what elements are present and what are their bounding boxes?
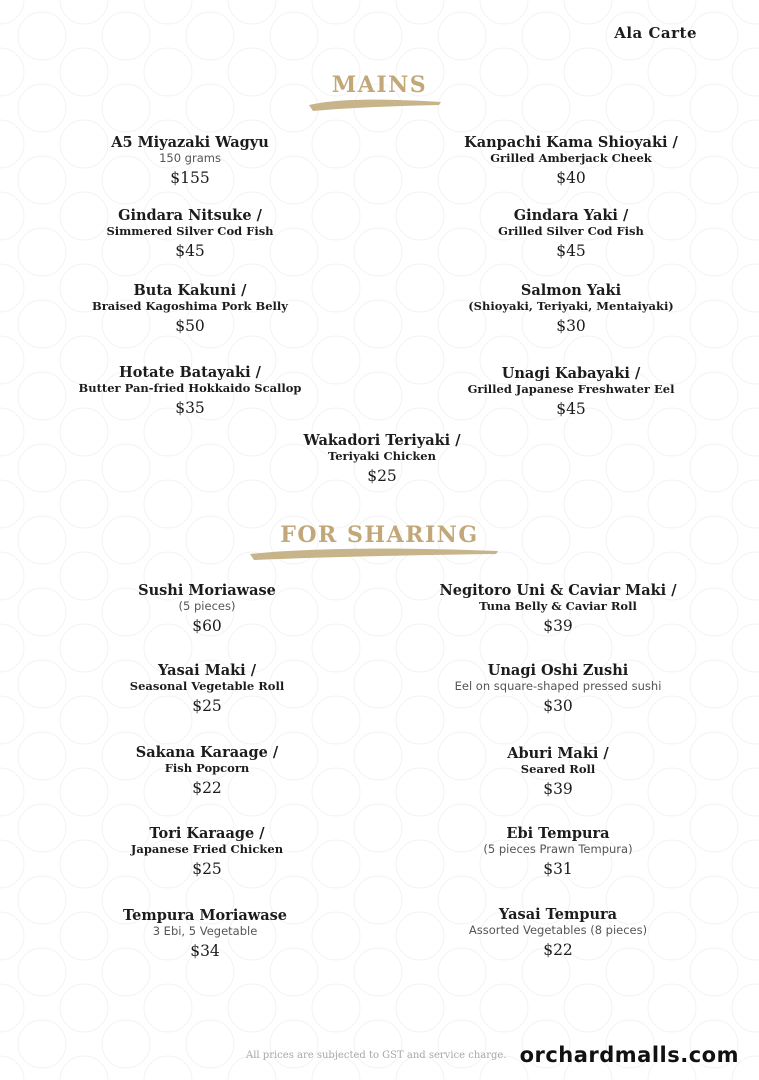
item-name: Ebi Tempura <box>506 825 610 842</box>
item-price: $40 <box>556 169 586 187</box>
item-description: Braised Kagoshima Pork Belly <box>92 299 288 313</box>
item-description: Grilled Amberjack Cheek <box>490 151 652 165</box>
menu-item <box>398 745 718 799</box>
item-price: $31 <box>543 860 573 878</box>
item-name: Yasai Maki / <box>157 662 257 679</box>
item-price: $34 <box>190 942 220 960</box>
menu-item <box>30 364 350 418</box>
item-name: Wakadori Teriyaki / <box>303 432 461 449</box>
menu-item <box>30 134 350 188</box>
item-name: Unagi Oshi Zushi <box>487 662 629 679</box>
item-price: $39 <box>543 780 573 798</box>
item-name: Tori Karaage / <box>149 825 265 842</box>
item-description: Seared Roll <box>520 762 596 776</box>
menu-item <box>398 662 718 716</box>
item-price: $25 <box>192 860 222 878</box>
item-price: $22 <box>543 941 573 959</box>
item-description: Butter Pan-fried Hokkaido Scallop <box>78 381 302 395</box>
item-price: $45 <box>175 242 205 260</box>
item-price: $30 <box>543 697 573 715</box>
menu-item <box>47 744 367 798</box>
menu-item <box>47 582 367 636</box>
menu-item <box>411 134 731 188</box>
item-name: Kanpachi Kama Shioyaki / <box>464 134 678 151</box>
item-price: $45 <box>556 242 586 260</box>
footer-note: All prices are subjected to GST and service charge. <box>246 1050 507 1061</box>
menu-item <box>47 825 367 879</box>
item-description: (Shioyaki, Teriyaki, Mentaiyaki) <box>468 299 674 313</box>
menu-item <box>47 662 367 716</box>
item-price: $45 <box>556 400 586 418</box>
item-name: Aburi Maki / <box>507 745 609 762</box>
brush-stroke-decoration <box>305 96 445 112</box>
item-name: Yasai Tempura <box>498 906 618 923</box>
item-name: Buta Kakuni / <box>133 282 247 299</box>
item-price: $25 <box>367 467 397 485</box>
item-description: Japanese Fried Chicken <box>130 842 284 856</box>
item-name: A5 Miyazaki Wagyu <box>111 134 269 151</box>
item-name: Gindara Yaki / <box>513 207 629 224</box>
item-price: $39 <box>543 617 573 635</box>
item-description: (5 pieces Prawn Tempura) <box>483 842 633 856</box>
item-name: Unagi Kabayaki / <box>501 365 641 382</box>
item-description: Tuna Belly & Caviar Roll <box>479 599 637 613</box>
menu-item <box>411 365 731 419</box>
menu-item <box>222 432 542 486</box>
menu-item <box>398 582 718 636</box>
item-description: Seasonal Vegetable Roll <box>129 679 285 693</box>
watermark-text: orchardmalls.com <box>519 1043 739 1067</box>
item-description: Grilled Silver Cod Fish <box>498 224 644 238</box>
item-price: $35 <box>175 399 205 417</box>
item-description: Grilled Japanese Freshwater Eel <box>467 382 675 396</box>
menu-item <box>45 907 365 961</box>
menu-item <box>398 906 718 960</box>
item-description: Teriyaki Chicken <box>328 449 436 463</box>
menu-item <box>411 282 731 336</box>
item-name: Tempura Moriawase <box>123 907 287 924</box>
item-description: 150 grams <box>159 151 221 165</box>
item-price: $25 <box>192 697 222 715</box>
item-description: 3 Ebi, 5 Vegetable <box>152 924 258 938</box>
item-name: Salmon Yaki <box>520 282 622 299</box>
item-price: $60 <box>192 617 222 635</box>
item-price: $30 <box>556 317 586 335</box>
item-description: Fish Popcorn <box>164 761 250 775</box>
menu-item <box>411 207 731 261</box>
item-name: Negitoro Uni & Caviar Maki / <box>439 582 677 599</box>
item-price: $50 <box>175 317 205 335</box>
menu-item <box>398 825 718 879</box>
item-description: Eel on square-shaped pressed sushi <box>454 679 662 693</box>
item-price: $155 <box>170 169 210 187</box>
item-name: Gindara Nitsuke / <box>118 207 262 224</box>
section-title-mains: MAINS <box>331 72 428 98</box>
menu-item <box>30 282 350 336</box>
item-name: Hotate Batayaki / <box>119 364 261 381</box>
item-description: (5 pieces) <box>178 599 236 613</box>
item-name: Sushi Moriawase <box>138 582 276 599</box>
section-title-for-sharing: FOR SHARING <box>280 522 479 548</box>
item-description: Assorted Vegetables (8 pieces) <box>468 923 648 937</box>
item-name: Sakana Karaage / <box>135 744 279 761</box>
menu-item <box>30 207 350 261</box>
item-description: Simmered Silver Cod Fish <box>106 224 274 238</box>
page-label: Ala Carte <box>614 24 697 42</box>
item-price: $22 <box>192 779 222 797</box>
